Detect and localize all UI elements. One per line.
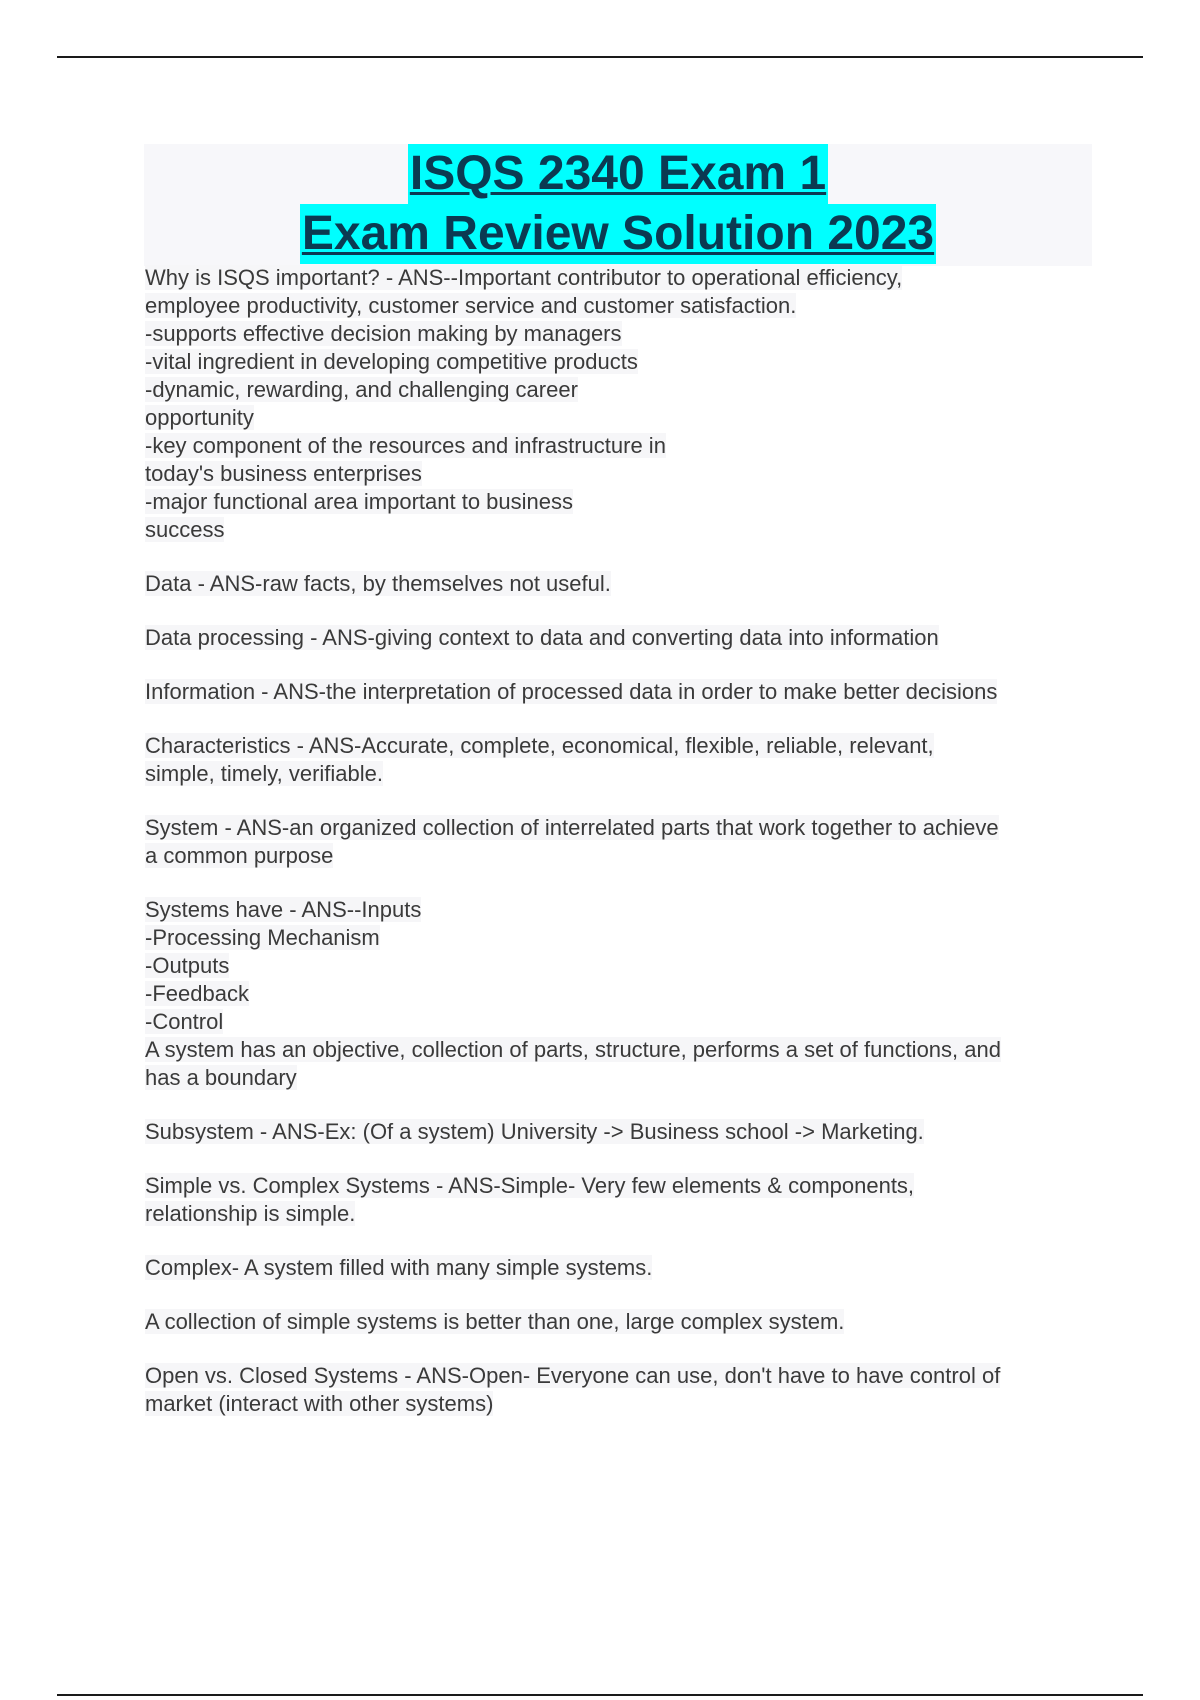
entry-line — [145, 624, 1105, 652]
entry-line — [145, 1308, 1105, 1336]
entry-line — [145, 924, 1105, 952]
title-line-1: ISQS 2340 Exam 1 — [408, 144, 828, 204]
qa-entry — [145, 264, 1105, 544]
qa-entry — [145, 1362, 1105, 1418]
qa-entry — [145, 1308, 1105, 1336]
entry-line — [145, 1172, 1105, 1200]
entry-line-text: Data processing - ANS-giving context to data and converting data into information — [145, 625, 939, 650]
entry-line — [145, 1390, 1105, 1418]
entry-line-text: -vital ingredient in developing competitive products — [145, 349, 638, 374]
entry-line-text: A collection of simple systems is better than one, large complex system. — [145, 1309, 845, 1334]
entry-line — [145, 760, 1105, 788]
entry-line-text: market (interact with other systems) — [145, 1391, 494, 1416]
entry-line-text: relationship is simple. — [145, 1201, 356, 1226]
qa-entry — [145, 678, 1105, 706]
entry-line-text: Open vs. Closed Systems - ANS-Open- Everyone can use, don't have to have control of — [145, 1363, 1001, 1388]
entry-line — [145, 348, 1105, 376]
entry-line — [145, 264, 1105, 292]
entry-line — [145, 488, 1105, 516]
entry-line-text: simple, timely, verifiable. — [145, 761, 383, 786]
entry-line — [145, 432, 1105, 460]
entry-line — [145, 1254, 1105, 1282]
entry-line — [145, 732, 1105, 760]
entry-line — [145, 896, 1105, 924]
entry-line-text: A system has an objective, collection of parts, structure, performs a set of functions, and — [145, 1037, 1001, 1062]
entry-line-text: -Processing Mechanism — [145, 925, 380, 950]
page-title — [144, 144, 1092, 266]
entry-line-text: has a boundary — [145, 1065, 297, 1090]
entry-line — [145, 320, 1105, 348]
entry-line-text: Characteristics - ANS-Accurate, complete, economical, flexible, reliable, relevant, — [145, 733, 934, 758]
entry-line-text: -supports effective decision making by managers — [145, 321, 622, 346]
entry-line-text: Systems have - ANS--Inputs — [145, 897, 422, 922]
entry-line — [145, 1118, 1105, 1146]
entry-line — [145, 376, 1105, 404]
entry-line — [145, 1064, 1105, 1092]
entry-line — [145, 1200, 1105, 1228]
entry-line-text: Complex- A system filled with many simple systems. — [145, 1255, 653, 1280]
entry-line-text: employee productivity, customer service and customer satisfaction. — [145, 293, 797, 318]
entry-line-text: Subsystem - ANS-Ex: (Of a system) University -> Business school -> Marketing. — [145, 1119, 924, 1144]
qa-entry — [145, 1118, 1105, 1146]
qa-entry — [145, 1172, 1105, 1228]
document-body — [145, 264, 1105, 1444]
entry-line — [145, 814, 1105, 842]
entry-line-text: success — [145, 517, 225, 542]
qa-entry — [145, 624, 1105, 652]
entry-line — [145, 460, 1105, 488]
entry-line-text: System - ANS-an organized collection of interrelated parts that work together to achieve — [145, 815, 999, 840]
entry-line-text: a common purpose — [145, 843, 334, 868]
title-line-2: Exam Review Solution 2023 — [300, 204, 936, 264]
entry-line — [145, 842, 1105, 870]
entry-line — [145, 404, 1105, 432]
entry-line-text: -Control — [145, 1009, 224, 1034]
top-rule — [57, 56, 1143, 58]
qa-entry — [145, 896, 1105, 1092]
entry-line-text: Information - ANS-the interpretation of processed data in order to make better decisions — [145, 679, 998, 704]
entry-line — [145, 292, 1105, 320]
entry-line — [145, 1008, 1105, 1036]
entry-line-text: today's business enterprises — [145, 461, 422, 486]
entry-line-text: -Feedback — [145, 981, 249, 1006]
entry-line-text: -major functional area important to business — [145, 489, 573, 514]
entry-line — [145, 678, 1105, 706]
entry-line-text: Simple vs. Complex Systems - ANS-Simple- Very few elements & components, — [145, 1173, 915, 1198]
qa-entry — [145, 1254, 1105, 1282]
entry-line — [145, 1036, 1105, 1064]
entry-line — [145, 570, 1105, 598]
entry-line-text: opportunity — [145, 405, 254, 430]
entry-line-text: -dynamic, rewarding, and challenging career — [145, 377, 578, 402]
entry-line — [145, 516, 1105, 544]
entry-line-text: Data - ANS-raw facts, by themselves not useful. — [145, 571, 611, 596]
qa-entry — [145, 732, 1105, 788]
entry-line-text: -key component of the resources and infrastructure in — [145, 433, 666, 458]
entry-line — [145, 980, 1105, 1008]
entry-line — [145, 1362, 1105, 1390]
entry-line-text: -Outputs — [145, 953, 230, 978]
qa-entry — [145, 814, 1105, 870]
qa-entry — [145, 570, 1105, 598]
entry-line — [145, 952, 1105, 980]
entry-line-text: Why is ISQS important? - ANS--Important contributor to operational efficiency, — [145, 265, 903, 290]
bottom-rule — [57, 1694, 1143, 1696]
